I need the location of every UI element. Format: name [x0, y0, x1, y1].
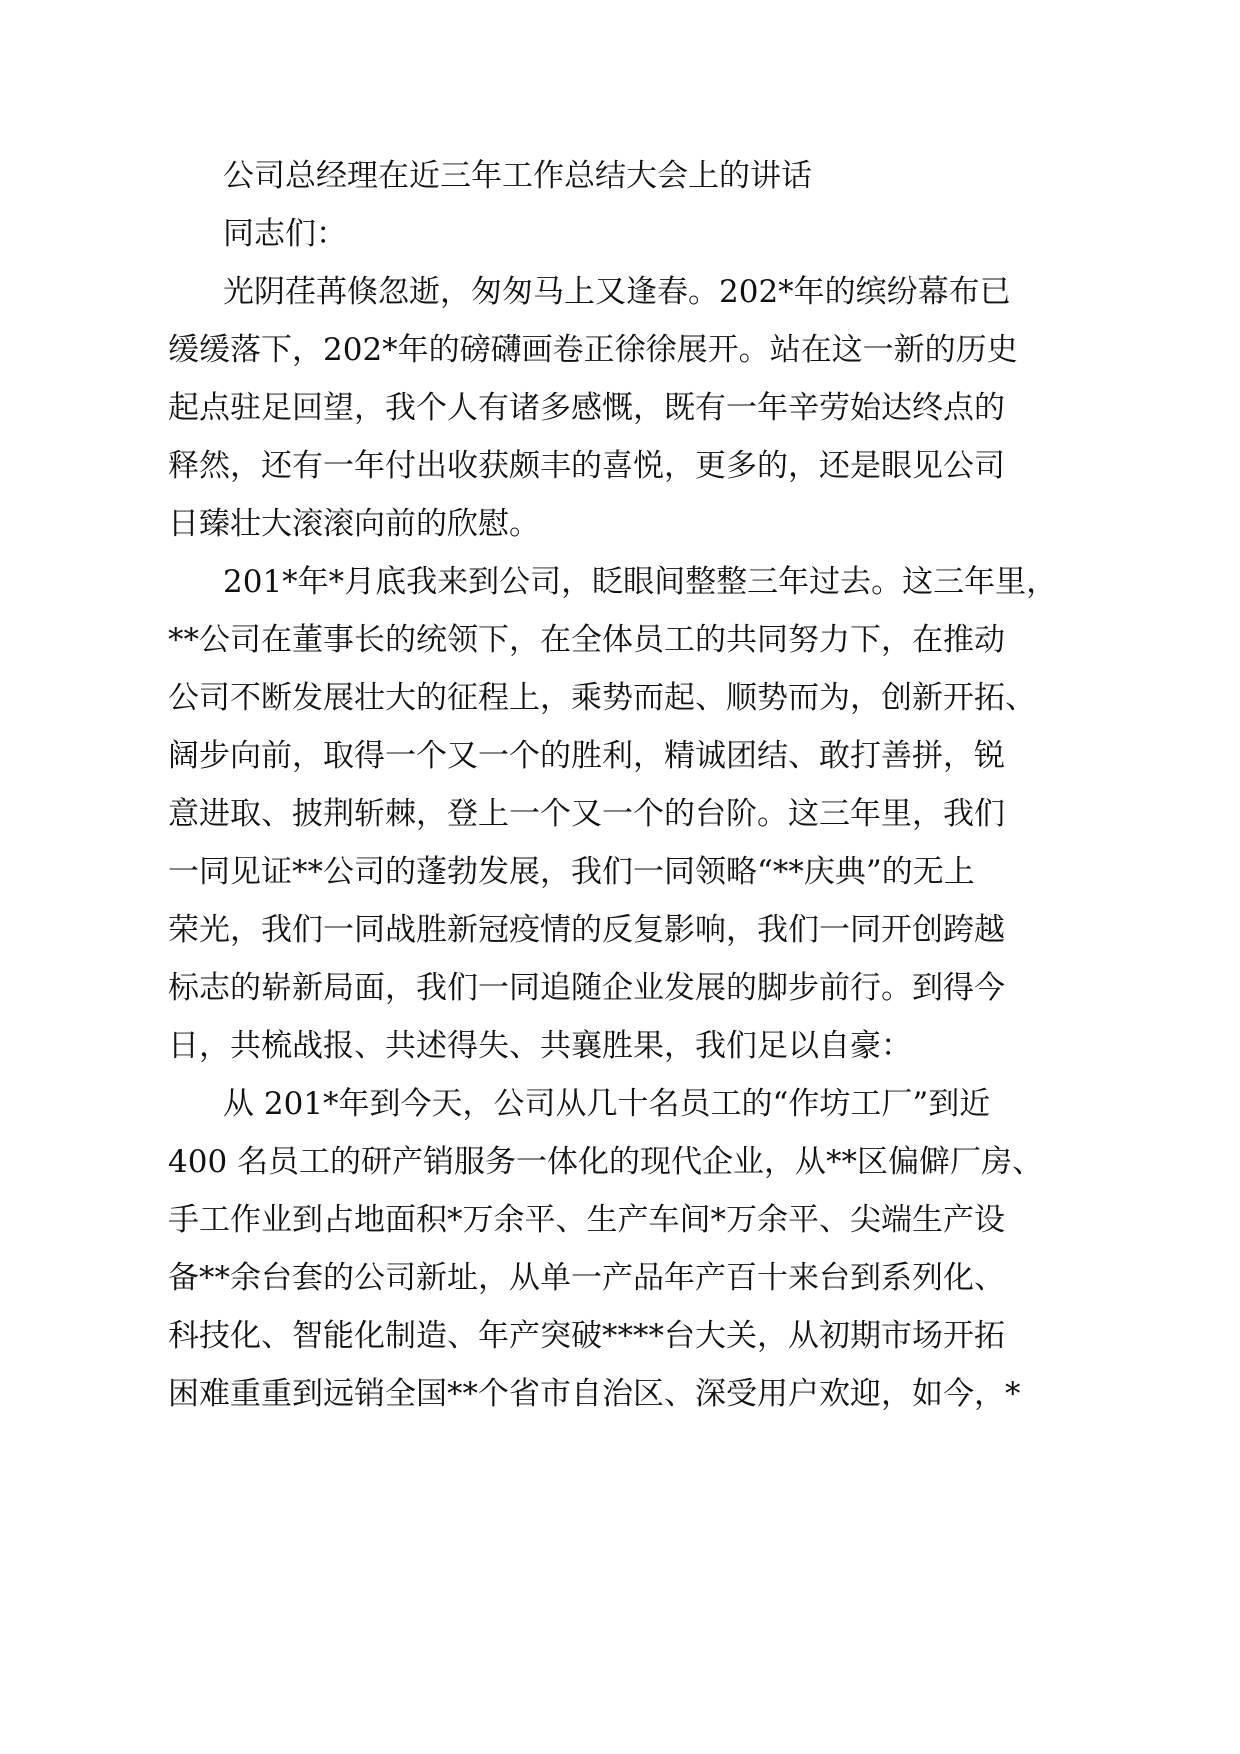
paragraph-line: 缓缓落下，202*年的磅礴画卷正徐徐展开。站在这一新的历史 [168, 332, 1018, 368]
salutation: 同志们： [223, 216, 347, 252]
paragraph-line: 手工作业到占地面积*万余平、生产车间*万余平、尖端生产设 [168, 1202, 1005, 1238]
paragraph-line: 公司不断发展壮大的征程上，乘势而起、顺势而为，创新开拓、 [168, 680, 1036, 716]
paragraph-line: 日臻壮大滚滚向前的欣慰。 [168, 506, 540, 542]
paragraph-line: **公司在董事长的统领下，在全体员工的共同努力下，在推动 [168, 622, 1005, 658]
paragraph-line: 备**余台套的公司新址，从单一产品年产百十来台到系列化、 [168, 1260, 1005, 1296]
paragraph-line: 光阴荏苒倏忽逝，匆匆马上又逢春。202*年的缤纷幕布已 [223, 274, 1011, 310]
paragraph-line: 标志的崭新局面，我们一同追随企业发展的脚步前行。到得今 [168, 970, 1005, 1006]
paragraph-line: 201*年*月底我来到公司，眨眼间整整三年过去。这三年里， [223, 564, 1058, 600]
paragraph-line: 释然，还有一年付出收获颇丰的喜悦，更多的，还是眼见公司 [168, 448, 1005, 484]
document-title: 公司总经理在近三年工作总结大会上的讲话 [223, 158, 812, 194]
paragraph-line: 起点驻足回望，我个人有诸多感慨，既有一年辛劳始达终点的 [168, 390, 1005, 426]
paragraph-line: 荣光，我们一同战胜新冠疫情的反复影响，我们一同开创跨越 [168, 912, 1005, 948]
paragraph-line: 科技化、智能化制造、年产突破****台大关，从初期市场开拓 [168, 1318, 1005, 1354]
paragraph-line: 意进取、披荆斩棘，登上一个又一个的台阶。这三年里，我们 [168, 796, 1005, 832]
paragraph-line: 一同见证**公司的蓬勃发展，我们一同领略“**庆典”的无上 [168, 854, 975, 890]
paragraph-line: 从 201*年到今天，公司从几十名员工的“作坊工厂”到近 [223, 1086, 991, 1122]
paragraph-line: 阔步向前，取得一个又一个的胜利，精诚团结、敢打善拼，锐 [168, 738, 1005, 774]
paragraph-line: 400 名员工的研产销服务一体化的现代企业，从**区偏僻厂房、 [168, 1144, 1044, 1180]
paragraph-line: 困难重重到远销全国**个省市自治区、深受用户欢迎，如今，* [168, 1376, 1021, 1412]
paragraph-line: 日，共梳战报、共述得失、共襄胜果，我们足以自豪： [168, 1028, 912, 1064]
